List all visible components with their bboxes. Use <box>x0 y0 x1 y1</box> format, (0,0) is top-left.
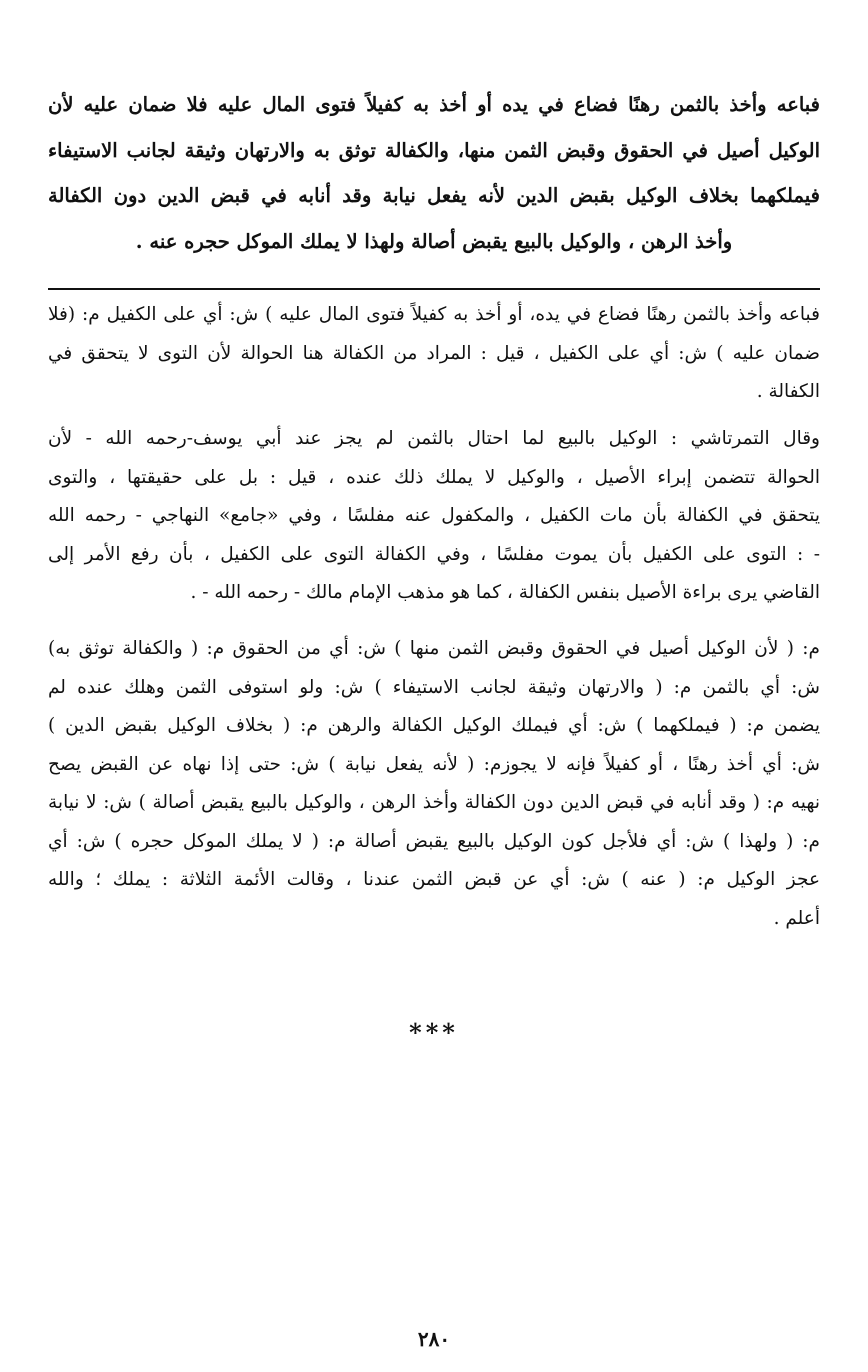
page-number: ٢٨٠ <box>417 1327 451 1351</box>
commentary-line: القاضي يرى براءة الأصيل بنفس الكفالة ، كما هو مذهب الإمام مالك - رحمه الله - . <box>190 582 820 603</box>
commentary-line: وقال التمرتاشي : الوكيل بالبيع لما احتال بالثمن لم يجز عند أبي يوسف-رحمه الله - لأن <box>48 428 820 449</box>
main-text <box>48 82 820 264</box>
commentary-paragraph-3 <box>48 630 820 938</box>
commentary-paragraph-1 <box>48 296 820 412</box>
main-text-line: فيملكهما بخلاف الوكيل بقبض الدين لأنه يفعل نيابة وقد أنابه في قبض الدين دون الكفالة <box>48 184 820 207</box>
main-text-line: الوكيل أصيل في الحقوق وقبض الثمن منها، والكفالة توثق به والارتهان وثيقة لجانب الاستيفاء <box>48 138 820 162</box>
commentary-line: الكفالة . <box>756 381 820 402</box>
commentary-line: فباعه وأخذ بالثمن رهنًا فضاع في يده، أو أخذ به كفيلاً فتوى المال عليه ) ش: أي على الكفيل م: (فلا <box>48 304 820 325</box>
commentary-line: م: ( لأن الوكيل أصيل في الحقوق وقبض الثمن منها ) ش: أي من الحقوق م: ( والكفالة توثق به) <box>48 638 820 659</box>
commentary-line: ش: أي أخذ رهنًا ، أو كفيلاً فإنه لا يجوزم: ( لأنه يفعل نيابة ) ش: حتى إذا نهاه عن القبض يصح <box>48 753 820 775</box>
section-separator: *** <box>409 1018 459 1047</box>
commentary-line: - : التوى على الكفيل بأن يموت مفلسًا ، وفي الكفالة التوى على الكفيل ، بأن رفع الأمر إلى <box>48 543 820 565</box>
commentary-line: يتحقق في الكفالة بأن مات الكفيل ، والمكفول عنه مفلسًا ، وفي «جامع» النهاجي - رحمه الله <box>48 505 820 526</box>
commentary-line: ضمان عليه ) ش: أي على الكفيل ، قيل : المراد من الكفالة هنا الحوالة لأن التوى لا يتحقق في <box>48 342 820 364</box>
main-text-line: وأخذ الرهن ، والوكيل بالبيع يقبض أصالة ولهذا لا يملك الموكل حجره عنه . <box>135 229 733 253</box>
commentary-line: أعلم . <box>773 907 820 929</box>
commentary-line: م: ( ولهذا ) ش: أي فلأجل كون الوكيل بالبيع يقبض أصالة م: ( لا يملك الموكل حجره ) ش: أي <box>48 830 820 852</box>
section-divider <box>48 288 820 290</box>
commentary-paragraph-2 <box>48 420 820 613</box>
main-text-line: فباعه وأخذ بالثمن رهنًا فضاع في يده أو أخذ به كفيلاً فتوى المال عليه فلا ضمان عليه لأن <box>48 93 820 116</box>
commentary-line: نهيه م: ( وقد أنابه في قبض الدين دون الكفالة وأخذ الرهن ، والوكيل بالبيع يقبض أصالة ) ش: لا نيابة <box>48 792 820 813</box>
commentary-line: الحوالة تتضمن إبراء الأصيل ، والوكيل لا يملك ذلك عنده ، قيل : بل على حقيقتها ، والتوى <box>48 466 820 488</box>
commentary-line: ش: أي بالثمن م: ( والارتهان وثيقة لجانب الاستيفاء ) ش: ولو استوفى الثمن وهلك عنده لم <box>48 676 820 698</box>
commentary-line: يضمن م: ( فيملكهما ) ش: أي فيملك الوكيل الكفالة والرهن م: ( بخلاف الوكيل بقبض الدين ) <box>48 715 820 736</box>
commentary-line: عجز الوكيل م: ( عنه ) ش: أي عن قبض الثمن عندنا ، وقالت الأئمة الثلاثة : يملك ؛ والله <box>48 869 820 890</box>
